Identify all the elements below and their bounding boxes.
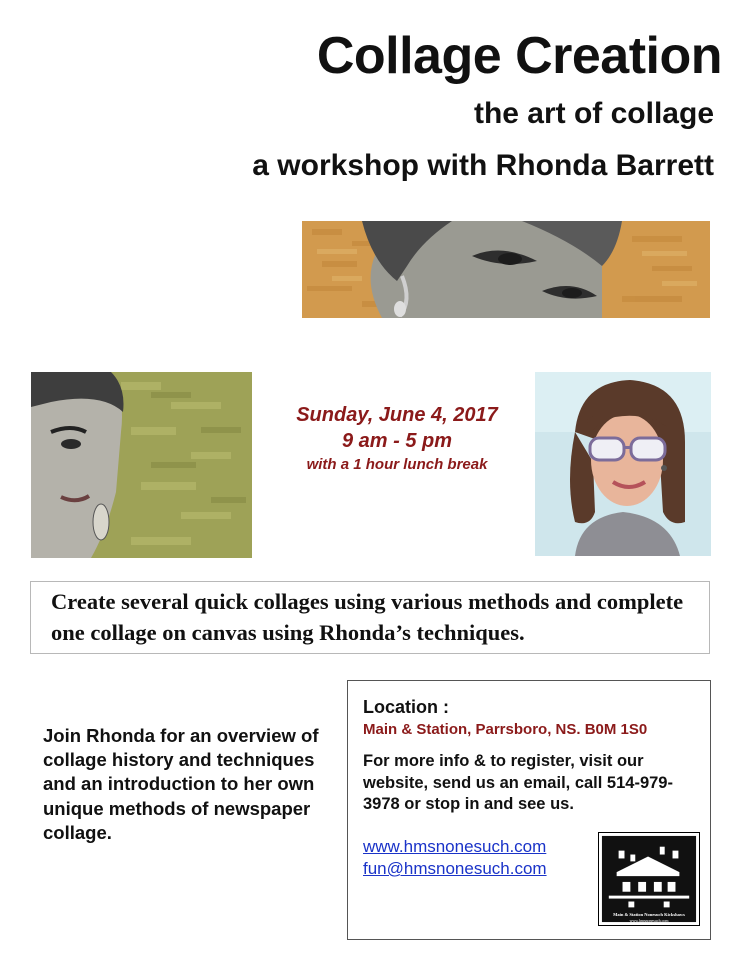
page-title: Collage Creation [316,27,722,85]
intro-box [30,581,710,654]
logo-url: www.hmsnonesuch.com [629,918,669,923]
website-link[interactable]: www.hmsnonesuch.com [363,837,547,856]
eyes-collage-image [302,221,710,318]
registration-info: For more info & to register, visit our website, send us an email, call 514-979-3978 or stop in and see us. [363,752,673,813]
info-box [347,680,711,940]
instructor-photo [535,372,711,556]
about-text: Join Rhonda for an overview of collage history and techniques and an introduction to her own unique methods of newspaper collage. [43,725,319,843]
event-details [262,402,532,476]
nonesuch-logo [598,832,700,926]
page-subtitle: the art of collage [473,97,714,130]
logo-caption: Main & Station Nonesuch Kickshaws [613,912,685,917]
intro-text: Create several quick collages using various methods and complete one collage on canvas using Rhonda’s techniques. [51,589,684,645]
event-time: 9 am - 5 pm [341,430,453,452]
event-date: Sunday, June 4, 2017 [296,404,498,426]
location-address: Main & Station, Parrsboro, NS. B0M 1S0 [363,721,648,738]
event-lunch-note: with a 1 hour lunch break [306,456,488,473]
workshop-heading: a workshop with Rhonda Barrett [252,149,714,182]
location-label: Location : [363,697,449,717]
email-link[interactable]: fun@hmsnonesuch.com [363,859,547,878]
frida-collage-image [31,372,252,558]
